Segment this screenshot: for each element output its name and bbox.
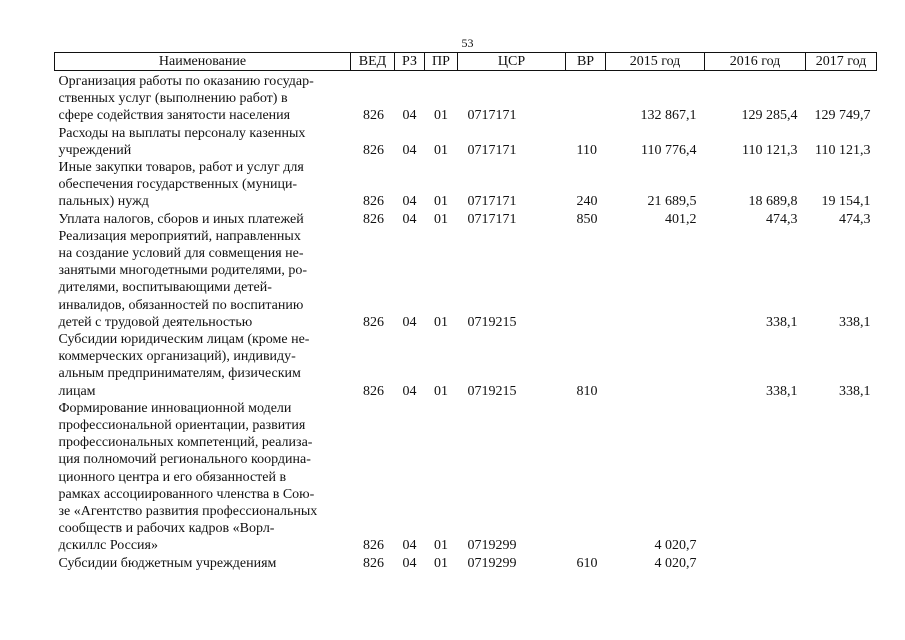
header-name: Наименование [55, 53, 351, 71]
cell-vr: 810 [576, 383, 598, 399]
cell-y2017: 474,3 [839, 211, 871, 227]
cell-rz: 04 [402, 314, 417, 330]
cell-csr: 0719299 [467, 538, 517, 554]
cell-y2017: 110 121,3 [815, 142, 871, 158]
cell-ved: 826 [363, 108, 384, 124]
cell-vr: 240 [576, 194, 598, 210]
header-rz: РЗ [395, 53, 425, 71]
table-row [55, 400, 877, 555]
cell-rz: 04 [402, 555, 417, 571]
cell-rz: 04 [402, 383, 417, 399]
cell-y2015 [606, 331, 705, 400]
cell-name: Субсидии бюджетным учреждениям [58, 555, 277, 571]
cell-csr: 0717171 [467, 142, 517, 158]
cell-ved: 826 [363, 555, 384, 571]
header-ved: ВЕД [351, 53, 395, 71]
cell-y2016: 110 121,3 [742, 142, 798, 158]
cell-y2017 [806, 555, 877, 572]
cell-y2017: 19 154,1 [821, 194, 871, 210]
cell-y2016: 18 689,8 [748, 194, 798, 210]
cell-y2017: 338,1 [839, 383, 871, 399]
header-pr: ПР [425, 53, 458, 71]
cell-y2016: 338,1 [766, 383, 798, 399]
cell-y2015: 4 020,7 [654, 555, 697, 571]
cell-name: Реализация мероприятий, направленных на создание условий для совмещения не- занятыми многодетными родителями, ро- дителями, воспитывающими детей- инвалидов, обязанностей по воспитанию детей с трудовой деятельностью [58, 228, 308, 330]
table-row [55, 331, 877, 400]
cell-name: Формирование инновационной модели профессиональной ориентации, развития профессиональных компетенций, реализа- ция полномочий регионального координа- ционного центра и его обязанностей в рамках ассоциированного членства в Сою- зе «Агентство развития профессиональных сообществ и рабочих кадров «Ворл- дскиллс Россия» [58, 400, 318, 554]
cell-ved: 826 [363, 538, 384, 554]
cell-name: Уплата налогов, сборов и иных платежей [58, 211, 304, 227]
budget-table [54, 52, 877, 572]
cell-ved: 826 [363, 142, 384, 158]
cell-vr [566, 400, 606, 555]
cell-y2017 [806, 400, 877, 555]
cell-pr: 01 [434, 108, 448, 124]
cell-csr: 0717171 [467, 194, 517, 210]
cell-pr: 01 [434, 555, 448, 571]
cell-y2015: 110 776,4 [641, 142, 697, 158]
cell-rz: 04 [402, 538, 417, 554]
cell-y2016: 129 285,4 [741, 108, 798, 124]
cell-y2016: 338,1 [766, 314, 798, 330]
table-row [55, 125, 877, 159]
cell-y2017: 338,1 [839, 314, 871, 330]
cell-rz: 04 [402, 211, 417, 227]
cell-pr: 01 [434, 538, 448, 554]
cell-y2016: 474,3 [766, 211, 798, 227]
cell-pr: 01 [434, 194, 448, 210]
cell-ved: 826 [363, 383, 384, 399]
table-body [55, 71, 877, 572]
cell-csr: 0717171 [467, 108, 517, 124]
cell-y2016 [705, 400, 806, 555]
cell-name: Субсидии юридическим лицам (кроме не- коммерческих организаций), индивиду- альным предпринимателям, физическим лицам [58, 332, 310, 399]
cell-y2015 [606, 228, 705, 331]
cell-y2015: 4 020,7 [654, 538, 697, 554]
header-row [55, 53, 877, 71]
cell-csr: 0719215 [467, 314, 517, 330]
header-2017: 2017 год [806, 53, 877, 71]
table-row [55, 211, 877, 228]
cell-rz: 04 [402, 194, 417, 210]
cell-y2015: 21 689,5 [647, 194, 697, 210]
cell-ved: 826 [363, 211, 384, 227]
cell-pr: 01 [434, 142, 448, 158]
cell-vr: 610 [576, 555, 598, 571]
cell-csr: 0719299 [467, 555, 517, 571]
header-csr: ЦСР [458, 53, 566, 71]
cell-name: Иные закупки товаров, работ и услуг для обеспечения государственных (муници- пальных) нужд [58, 160, 304, 210]
cell-vr [566, 71, 606, 125]
cell-y2015: 132 867,1 [640, 108, 697, 124]
cell-vr: 110 [576, 142, 597, 158]
cell-y2016 [705, 555, 806, 572]
header-2016: 2016 год [705, 53, 806, 71]
cell-csr: 0717171 [467, 211, 517, 227]
cell-rz: 04 [402, 108, 417, 124]
cell-ved: 826 [363, 314, 384, 330]
table-row [55, 159, 877, 211]
cell-rz: 04 [402, 142, 417, 158]
header-vr: ВР [566, 53, 606, 71]
cell-ved: 826 [363, 194, 384, 210]
cell-pr: 01 [434, 383, 448, 399]
cell-vr [566, 228, 606, 331]
cell-pr: 01 [434, 211, 448, 227]
page-number: 53 [461, 36, 474, 50]
table-row [55, 228, 877, 331]
cell-csr: 0719215 [467, 383, 517, 399]
cell-name: Расходы на выплаты персоналу казенных учреждений [58, 125, 306, 158]
table-row [55, 555, 877, 572]
cell-y2015: 401,2 [665, 211, 697, 227]
cell-pr: 01 [434, 314, 448, 330]
header-2015: 2015 год [606, 53, 705, 71]
cell-name: Организация работы по оказанию государ- ственных услуг (выполнению работ) в сфере содействия занятости населения [58, 74, 314, 124]
cell-vr: 850 [576, 211, 598, 227]
cell-y2017: 129 749,7 [814, 108, 871, 124]
table-row [55, 71, 877, 125]
